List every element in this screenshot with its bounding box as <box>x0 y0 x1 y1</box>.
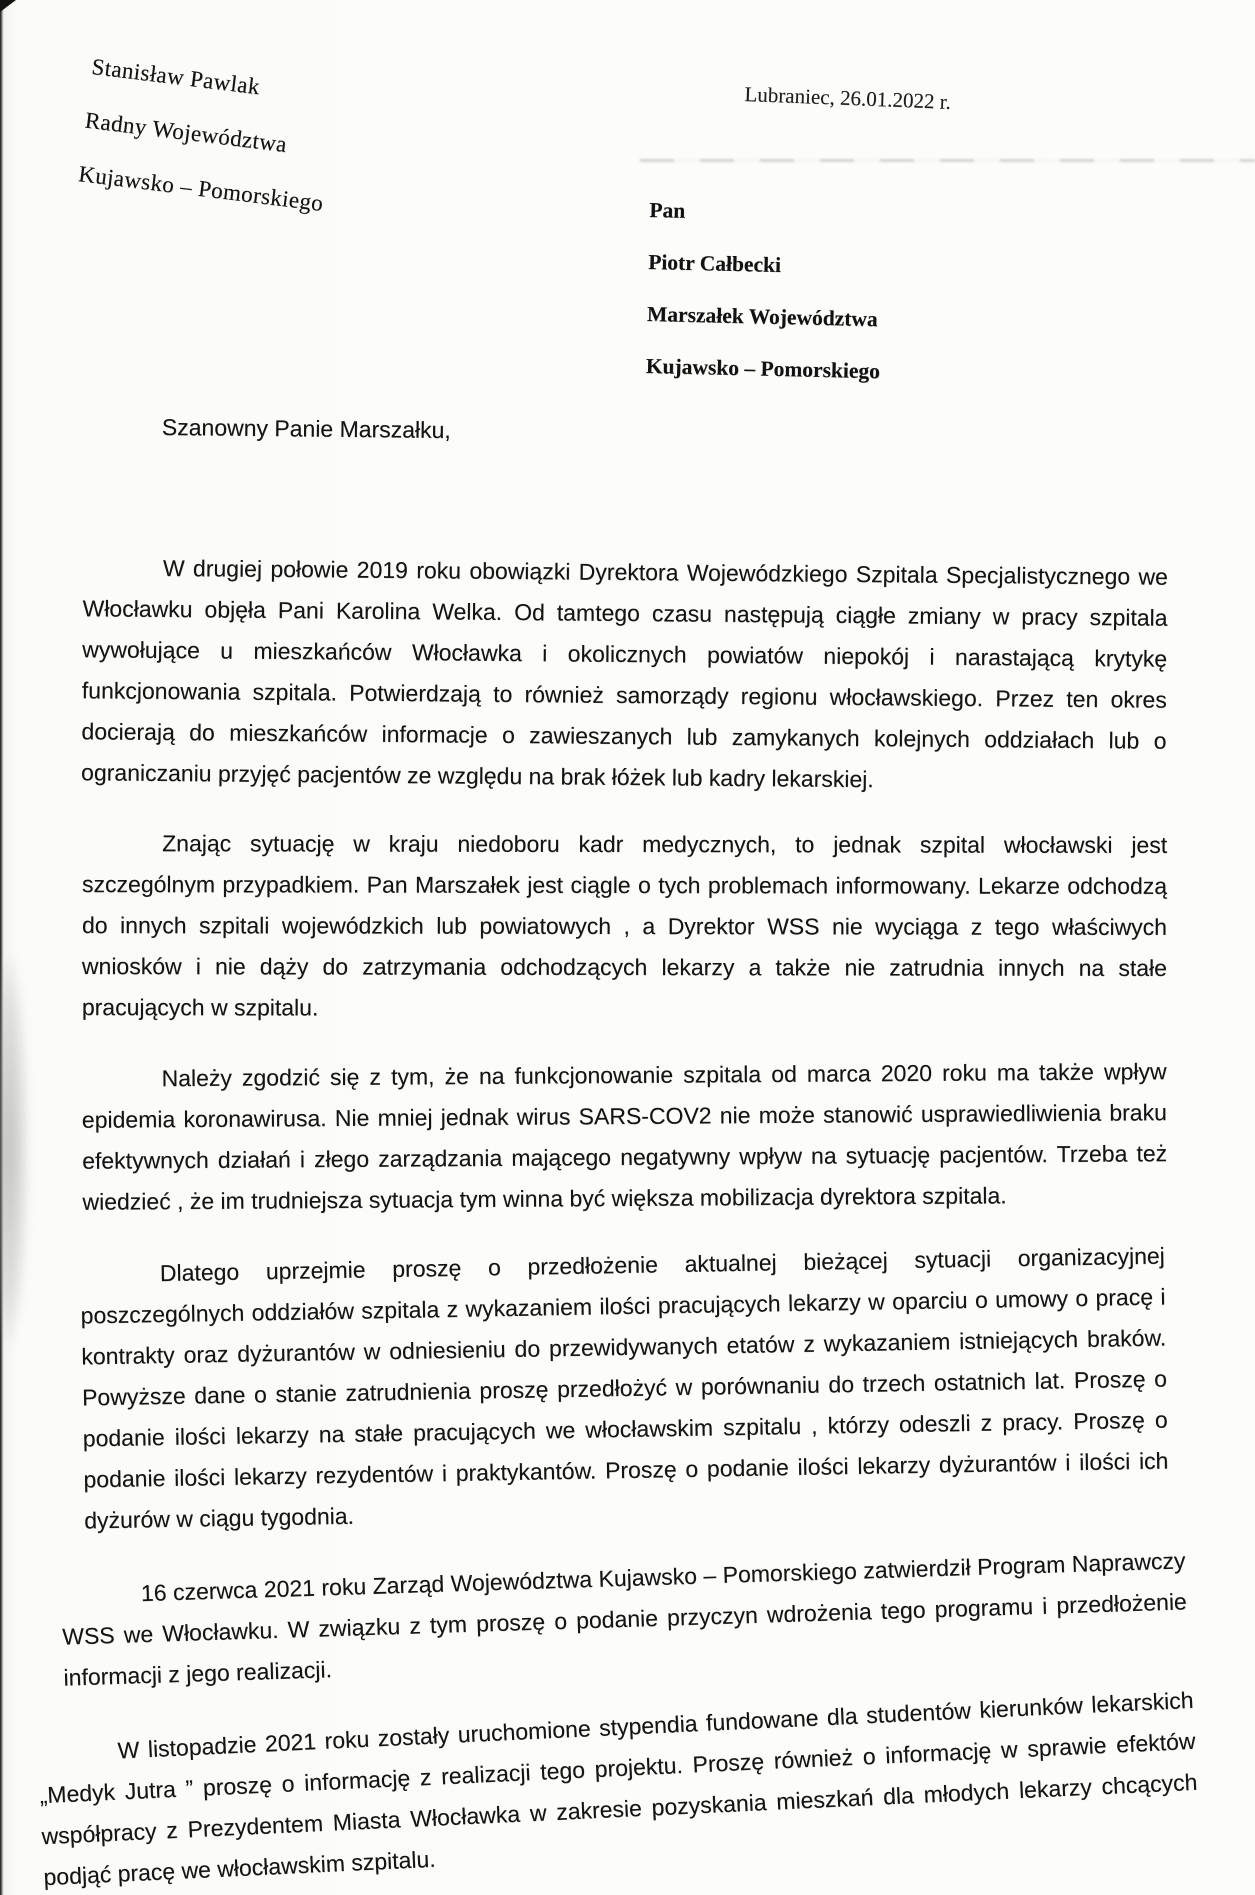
paragraph-1: W drugiej połowie 2019 roku obowiązki Dyrektora Wojewódzkiego Szpitala Specjalistycznego we Włocławku objęła Pani Karolina Welka. Od tamtego czasu następują ciągłe zmiany w pracy szpitala wywołujące u mieszkańców Włocławka i okolicznych powiatów niepokój i narastającą krytykę funkcjonowania szpitala. Potwierdzają to również samorządy regionu włocławskiego. Przez ten okres docierają do mieszkańców informacje o zawieszanych lub zamykanych kolejnych oddziałach lub o ograniczaniu przyjęć pacjentów ze względu na brak łóżek lub kadry lekarskiej. <box>81 554 1168 793</box>
recipient-block <box>645 184 884 397</box>
sender-block <box>75 40 339 231</box>
recipient-title: Marszałek Województwa <box>646 301 878 332</box>
scan-corner-artifact <box>0 0 16 12</box>
letter-body <box>39 552 1198 1895</box>
scan-streak-artifact <box>640 159 1255 162</box>
scan-left-edge-artifact <box>0 0 4 1895</box>
sender-region: Kujawsko – Pomorskiego <box>77 161 325 216</box>
dateline: Lubraniec, 26.01.2022 r. <box>744 82 952 114</box>
recipient-region: Kujawsko – Pomorskiego <box>645 353 881 384</box>
paragraph-3: Należy zgodzić się z tym, że na funkcjonowanie szpitala od marca 2020 roku ma także wpływ epidemia koronawirusa. Nie mniej jednak wirus SARS-COV2 nie może stanowić usprawiedliwienia braku efektywnych działań i złego zarządzania mającego negatywny wpływ na sytuację pacjentów. Trzeba też wiedzieć , że im trudniejsza sytuacja tym winna być większa mobilizacja dyrektora szpitala. <box>81 1058 1168 1215</box>
paragraph-5: 16 czerwca 2021 roku Zarząd Województwa Kujawsko – Pomorskiego zatwierdził Program Naprawczy WSS we Włocławku. W związku z tym proszę o podanie przyczyn wdrożenia tego programu i przedłożenie informacji z jego realizacji. <box>61 1547 1188 1691</box>
paragraph-2: Znając sytuację w kraju niedoboru kadr medycznych, to jednak szpital włocławski jest szczególnym przypadkiem. Pan Marszałek jest ciągle o tych problemach informowany. Lekarze odchodzą do innych szpitali wojewódzkich lub powiatowych , a Dyrektor WSS nie wyciąga z tego właściwych wniosków i nie dąży do zatrzymania odchodzących lekarzy a także nie zatrudnia innych na stałe pracujących w szpitalu. <box>81 830 1168 1021</box>
sender-title: Radny Województwa <box>83 107 289 158</box>
recipient-name: Piotr Całbecki <box>647 249 782 277</box>
sender-name: Stanisław Pawlak <box>90 53 262 100</box>
scan-smudge-artifact <box>0 955 28 1345</box>
recipient-salutation-word: Pan <box>649 197 686 223</box>
salutation: Szanowny Panie Marszałku, <box>161 414 451 444</box>
paragraph-6: W listopadzie 2021 roku zostały uruchomione stypendia fundowane dla studentów kierunków lekarskich „Medyk Jutra ” proszę o informację z realizacji tego projektu. Proszę również o informację w sprawie efektów współpracy z Prezydentem Miasta Włocławka w zakresie pozyskania mieszkań dla młodych lekarzy chcących podjąć pracę we włocławskim szpitalu. <box>39 1686 1198 1891</box>
paragraph-4: Dlatego uprzejmie proszę o przedłożenie aktualnej bieżącej sytuacji organizacyjnej poszczególnych oddziałów szpitala z wykazaniem ilości pracujących lekarzy w oparciu o umowy o pracę i kontrakty oraz dyżurantów w odniesieniu do przewidywanych etatów z wykazaniem istniejących braków. Powyższe dane o stanie zatrudnienia proszę przedłożyć w porównaniu do trzech ostatnich lat. Proszę o podanie ilości lekarzy na stałe pracujących we włocławskim szpitalu , którzy odeszli z pracy. Proszę o podanie ilości lekarzy rezydentów i praktykantów. Proszę o podanie ilości lekarzy dyżurantów i ilości ich dyżurów w ciągu tygodnia. <box>80 1242 1169 1534</box>
